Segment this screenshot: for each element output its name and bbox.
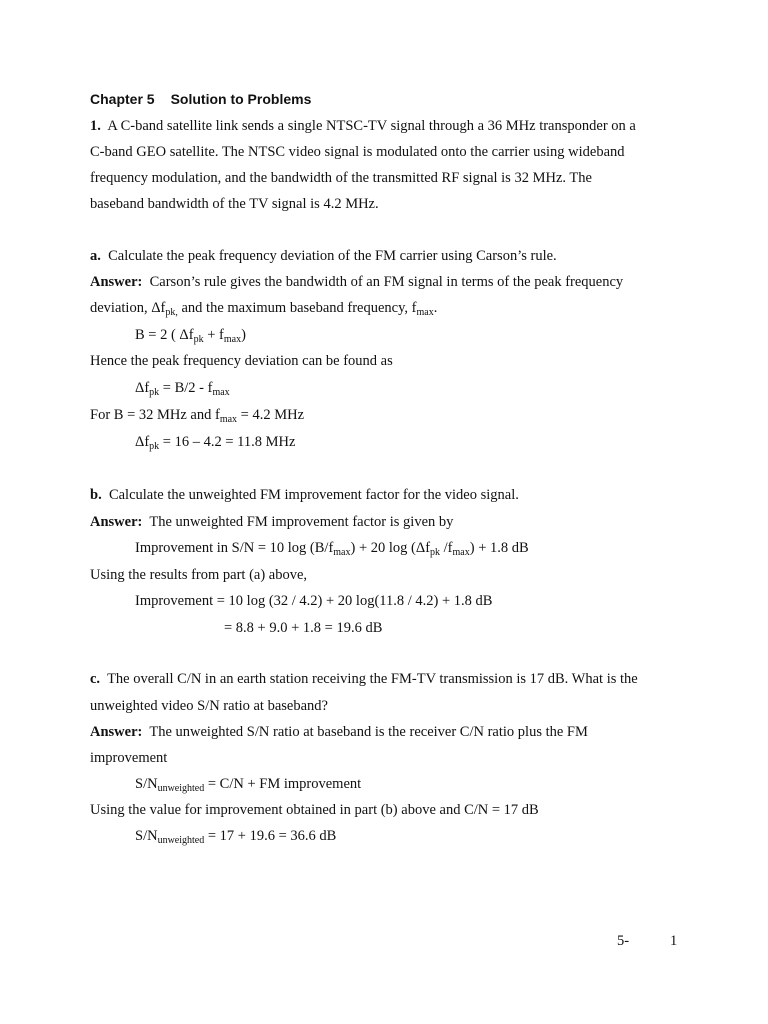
part-a-label: a. (90, 248, 101, 264)
part-b-label: b. (90, 487, 102, 503)
part-c-label: c. (90, 671, 101, 687)
answer-label: Answer: (90, 274, 143, 290)
part-c-answer-line-1: Answer: The unweighted S/N ratio at baseband is the receiver C/N ratio plus the FM (90, 724, 588, 740)
problem-line-1: 1. A C-band satellite link sends a single NTSC-TV signal through a 36 MHz transponder on a (90, 118, 636, 134)
chapter-label: Chapter 5 (90, 91, 155, 107)
deviation-result: $\Delta f_{pk} = 16 - 4.2 = 11.8$ MHz (135, 434, 296, 452)
part-a-hence: Hence the peak frequency deviation can be found as (90, 353, 393, 369)
problem-number: 1. (90, 118, 101, 134)
answer-label: Answer: (90, 514, 143, 530)
sn-equation: $S/N_{unweighted} = C/N$ + FM improvement (135, 776, 362, 794)
page-number-prefix: 5- (617, 933, 630, 949)
sn-result: $S/N_{unweighted} = 17 + 19.6 = 36.6$ dB (135, 828, 337, 846)
part-a-answer-line-2: deviation, $\Delta f_{pk,}$ and the maximum baseband frequency, $f_{max}$. (90, 300, 438, 318)
improvement-equation: Improvement in S/N = 10 $\log (B/f_{max}) + 20$ $\log (\Delta f_{pk}$ $/f_{max}) + 1.8$ dB (135, 540, 529, 558)
part-b-question: b. Calculate the unweighted FM improvement factor for the video signal. (90, 487, 519, 503)
improvement-substitution: Improvement = 10 log (32 / 4.2) + 20 log(11.8 / 4.2) + 1.8 dB (135, 593, 493, 609)
problem-line-3: frequency modulation, and the bandwidth of the transmitted RF signal is 32 MHz. The (90, 170, 592, 186)
page-number: 1 (670, 933, 678, 949)
part-c-using: Using the value for improvement obtained in part (b) above and C/N = 17 dB (90, 802, 539, 818)
deviation-equation: $\Delta f_{pk} = B/2 - f_{max}$ (135, 380, 230, 398)
carson-rule-equation: B = 2 ( $\Delta f_{pk} + f_{max}$) (135, 327, 246, 345)
part-a-question: a. Calculate the peak frequency deviation of the FM carrier using Carson’s rule. (90, 248, 557, 264)
improvement-result: = 8.8 + 9.0 + 1.8 = 19.6 dB (224, 620, 383, 636)
part-c-question-line-2: unweighted video S/N ratio at baseband? (90, 698, 328, 714)
chapter-title: Solution to Problems (170, 91, 312, 107)
part-b-answer: Answer: The unweighted FM improvement factor is given by (90, 514, 454, 530)
part-c-answer-line-2: improvement (90, 750, 168, 766)
part-a-given-values: For B = 32 MHz and $f_{max} = 4.2$ MHz (90, 407, 305, 425)
problem-line-4: baseband bandwidth of the TV signal is 4.2 MHz. (90, 196, 379, 212)
page-heading (90, 90, 311, 108)
part-a-answer-line-1: Answer: Carson’s rule gives the bandwidth of an FM signal in terms of the peak frequency (90, 274, 624, 290)
part-b-using: Using the results from part (a) above, (90, 567, 308, 583)
part-c-question-line-1: c. The overall C/N in an earth station receiving the FM-TV transmission is 17 dB. What is the (90, 671, 638, 687)
problem-line-2: C-band GEO satellite. The NTSC video signal is modulated onto the carrier using wideband (90, 144, 625, 160)
answer-label: Answer: (90, 724, 143, 740)
